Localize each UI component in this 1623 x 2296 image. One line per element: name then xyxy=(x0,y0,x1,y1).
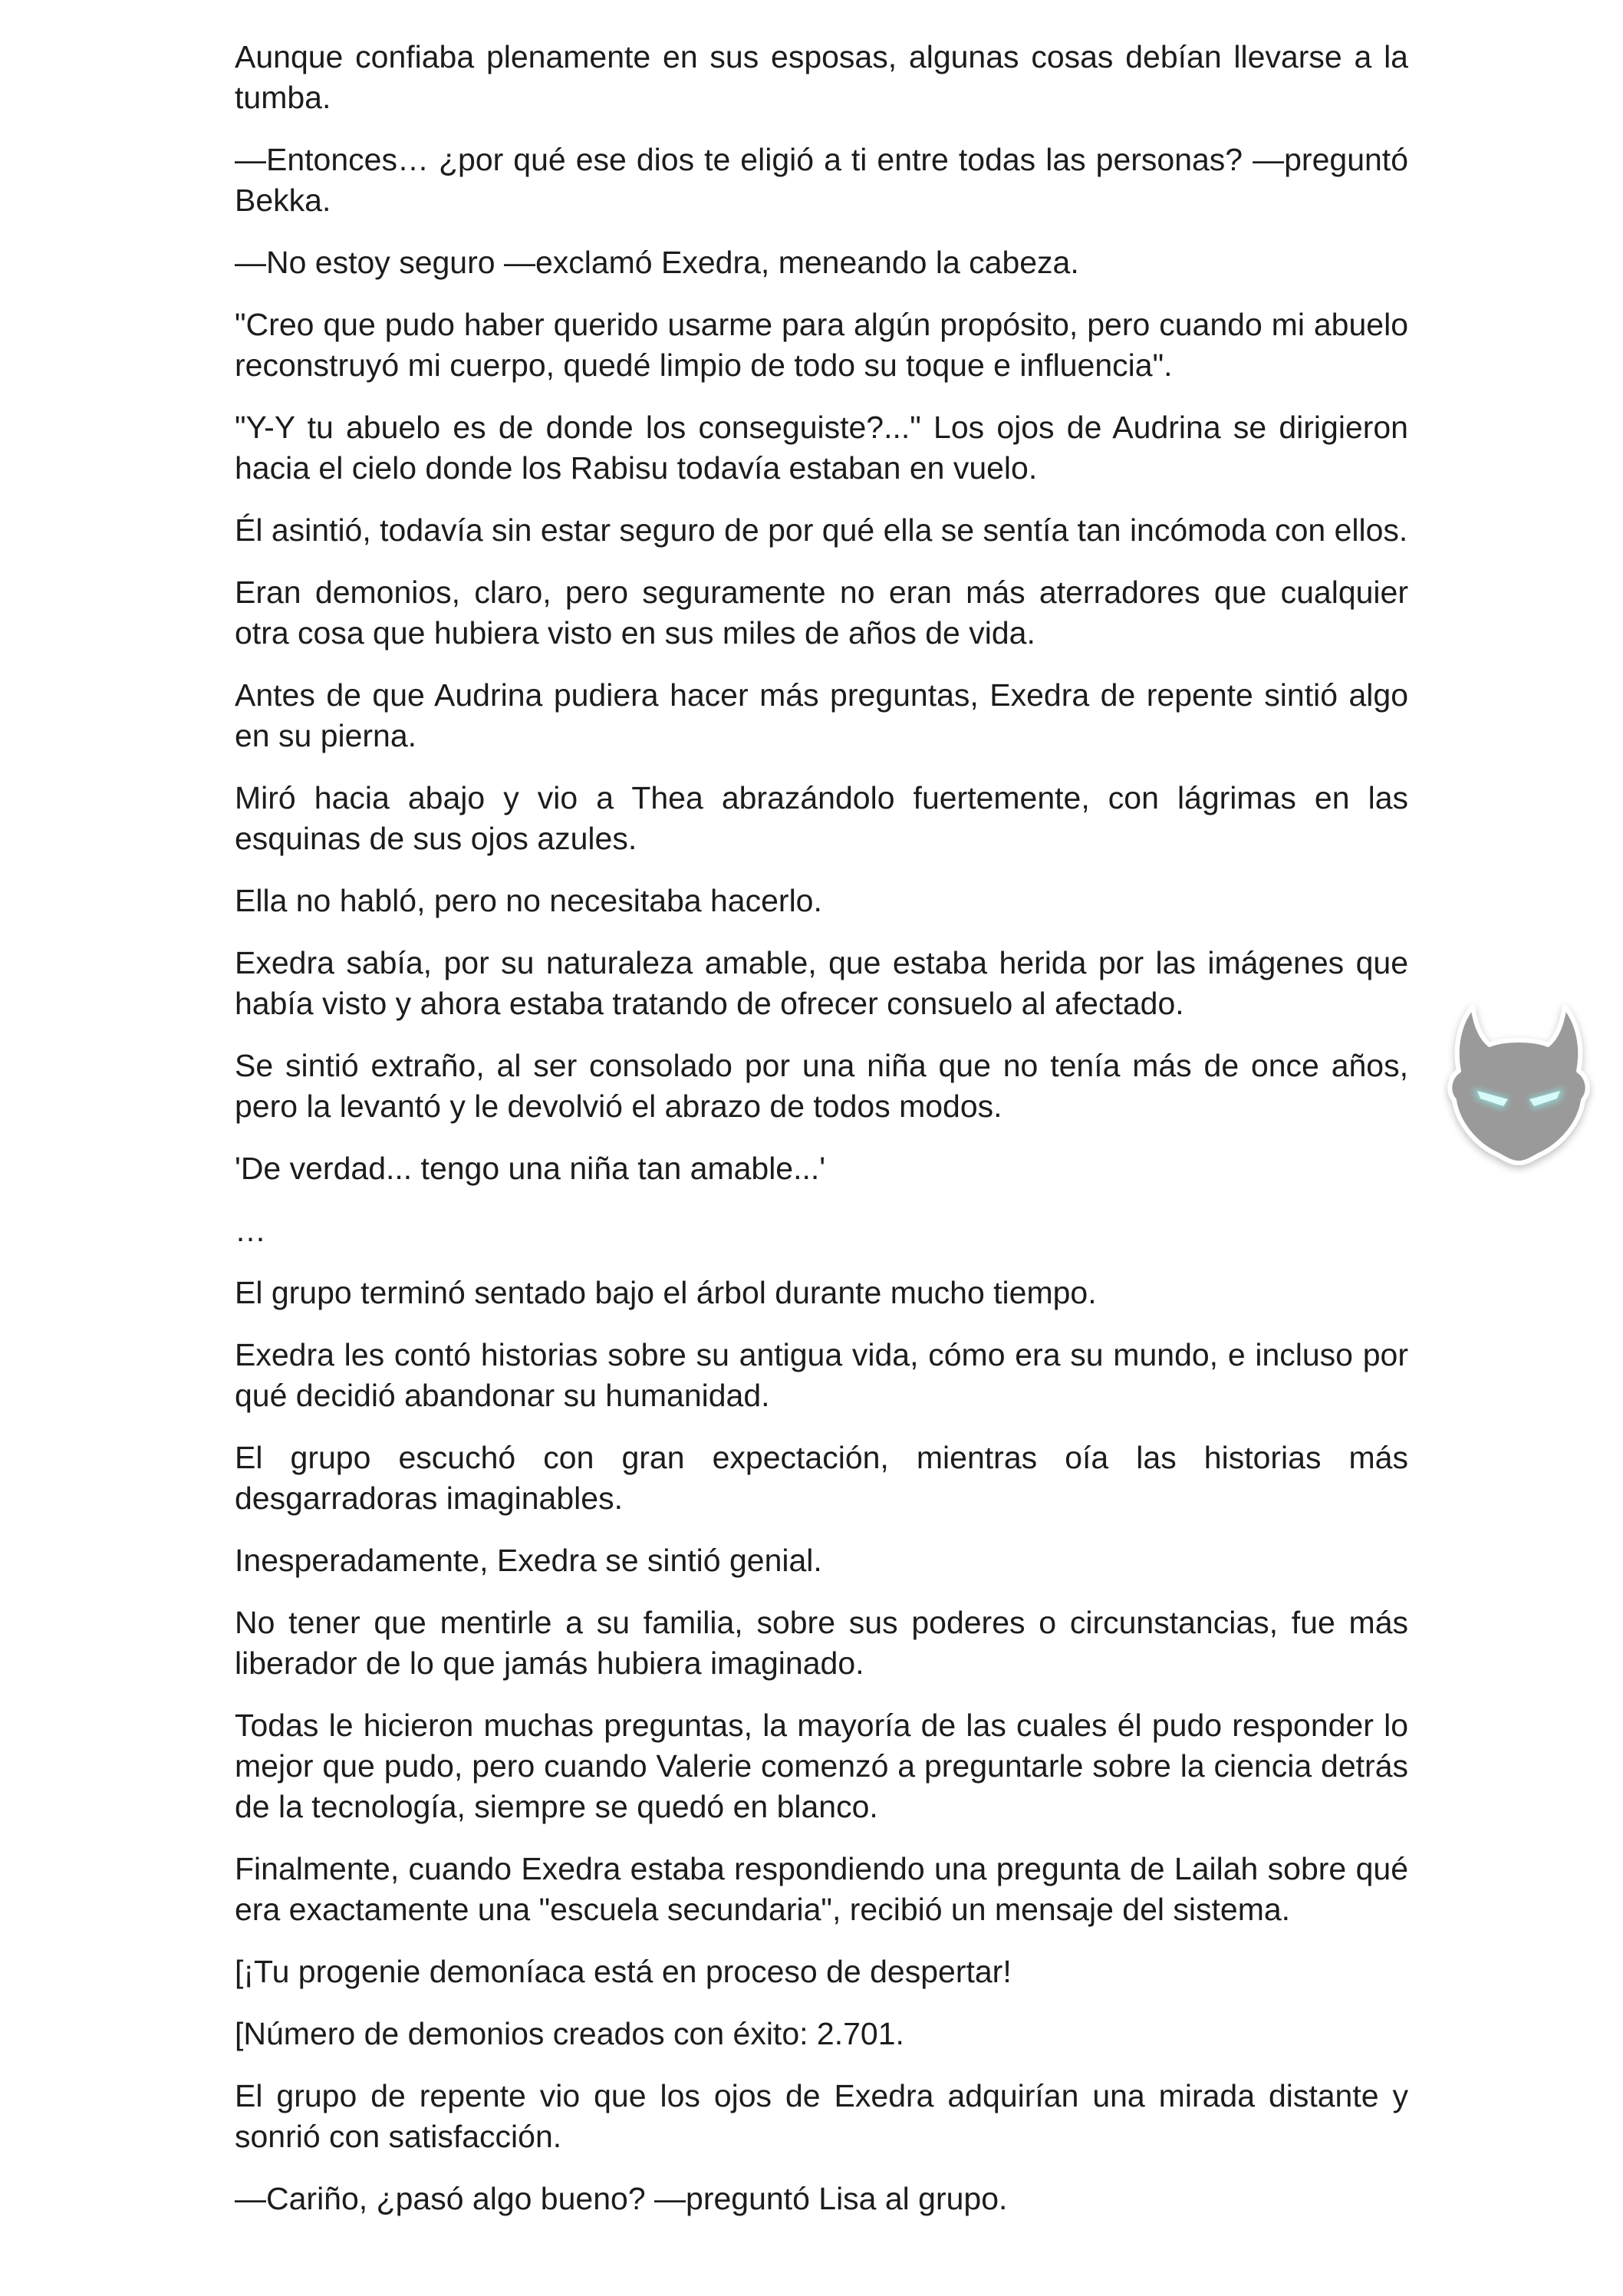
paragraph: —No estoy seguro —exclamó Exedra, meneando la cabeza. xyxy=(235,245,1079,280)
paragraph: Él asintió, todavía sin estar seguro de por qué ella se sentía tan incómoda con ellos. xyxy=(235,512,1408,548)
paragraph: Eran demonios, claro, pero seguramente no eran más aterradores que cualquier otra cosa que hubiera visto en sus miles de años de vida. xyxy=(235,575,1408,651)
paragraph: —Entonces… ¿por qué ese dios te eligió a ti entre todas las personas? —preguntó Bekka. xyxy=(235,142,1408,218)
paragraph: El grupo escuchó con gran expectación, mientras oía las historias más desgarradoras imaginables. xyxy=(235,1440,1408,1516)
paragraph: Aunque confiaba plenamente en sus esposas, algunas cosas debían llevarse a la tumba. xyxy=(235,39,1408,115)
paragraph: No tener que mentirle a su familia, sobre sus poderes o circunstancias, fue más liberador de lo que jamás hubiera imaginado. xyxy=(235,1605,1408,1681)
system-message: [¡Tu progenie demoníaca está en proceso de despertar! xyxy=(235,1954,1012,1989)
paragraph: Finalmente, cuando Exedra estaba respondiendo una pregunta de Lailah sobre qué era exactamente una "escuela secundaria", recibió un mensaje del sistema. xyxy=(235,1851,1408,1927)
paragraph: Ella no habló, pero no necesitaba hacerlo. xyxy=(235,883,822,918)
paragraph: Antes de que Audrina pudiera hacer más preguntas, Exedra de repente sintió algo en su pierna. xyxy=(235,677,1408,753)
paragraph: —Cariño, ¿pasó algo bueno? —preguntó Lisa al grupo. xyxy=(235,2181,1008,2216)
paragraph: El grupo terminó sentado bajo el árbol durante mucho tiempo. xyxy=(235,1275,1097,1310)
document-body xyxy=(235,37,1408,2241)
paragraph: El grupo de repente vio que los ojos de Exedra adquirían una mirada distante y sonrió con satisfacción. xyxy=(235,2078,1408,2154)
paragraph: Todas le hicieron muchas preguntas, la mayoría de las cuales él pudo responder lo mejor que pudo, pero cuando Valerie comenzó a preguntarle sobre la ciencia detrás de la tecnología, siempre se quedó en blanco. xyxy=(235,1708,1408,1824)
paragraph: Exedra sabía, por su naturaleza amable, que estaba herida por las imágenes que había visto y ahora estaba tratando de ofrecer consuelo al afectado. xyxy=(235,945,1408,1021)
paragraph: "Y-Y tu abuelo es de donde los conseguiste?..." Los ojos de Audrina se dirigieron hacia el cielo donde los Rabisu todavía estaban en vuelo. xyxy=(235,410,1408,486)
system-message: [Número de demonios creados con éxito: 2.701. xyxy=(235,2016,904,2051)
paragraph: Exedra les contó historias sobre su antigua vida, cómo era su mundo, e incluso por qué decidió abandonar su humanidad. xyxy=(235,1337,1408,1413)
scene-break: … xyxy=(235,1213,266,1248)
paragraph: 'De verdad... tengo una niña tan amable...' xyxy=(235,1151,826,1186)
watermark xyxy=(1442,997,1595,1174)
paragraph: Miró hacia abajo y vio a Thea abrazándolo fuertemente, con lágrimas en las esquinas de sus ojos azules. xyxy=(235,780,1408,856)
paragraph: "Creo que pudo haber querido usarme para algún propósito, pero cuando mi abuelo reconstruyó mi cuerpo, quedé limpio de todo su toque e influencia". xyxy=(235,307,1408,383)
paragraph: Inesperadamente, Exedra se sintió genial. xyxy=(235,1543,822,1578)
paragraph: Se sintió extraño, al ser consolado por una niña que no tenía más de once años, pero la levantó y le devolvió el abrazo de todos modos. xyxy=(235,1048,1408,1124)
demon-head-icon xyxy=(1442,997,1595,1174)
